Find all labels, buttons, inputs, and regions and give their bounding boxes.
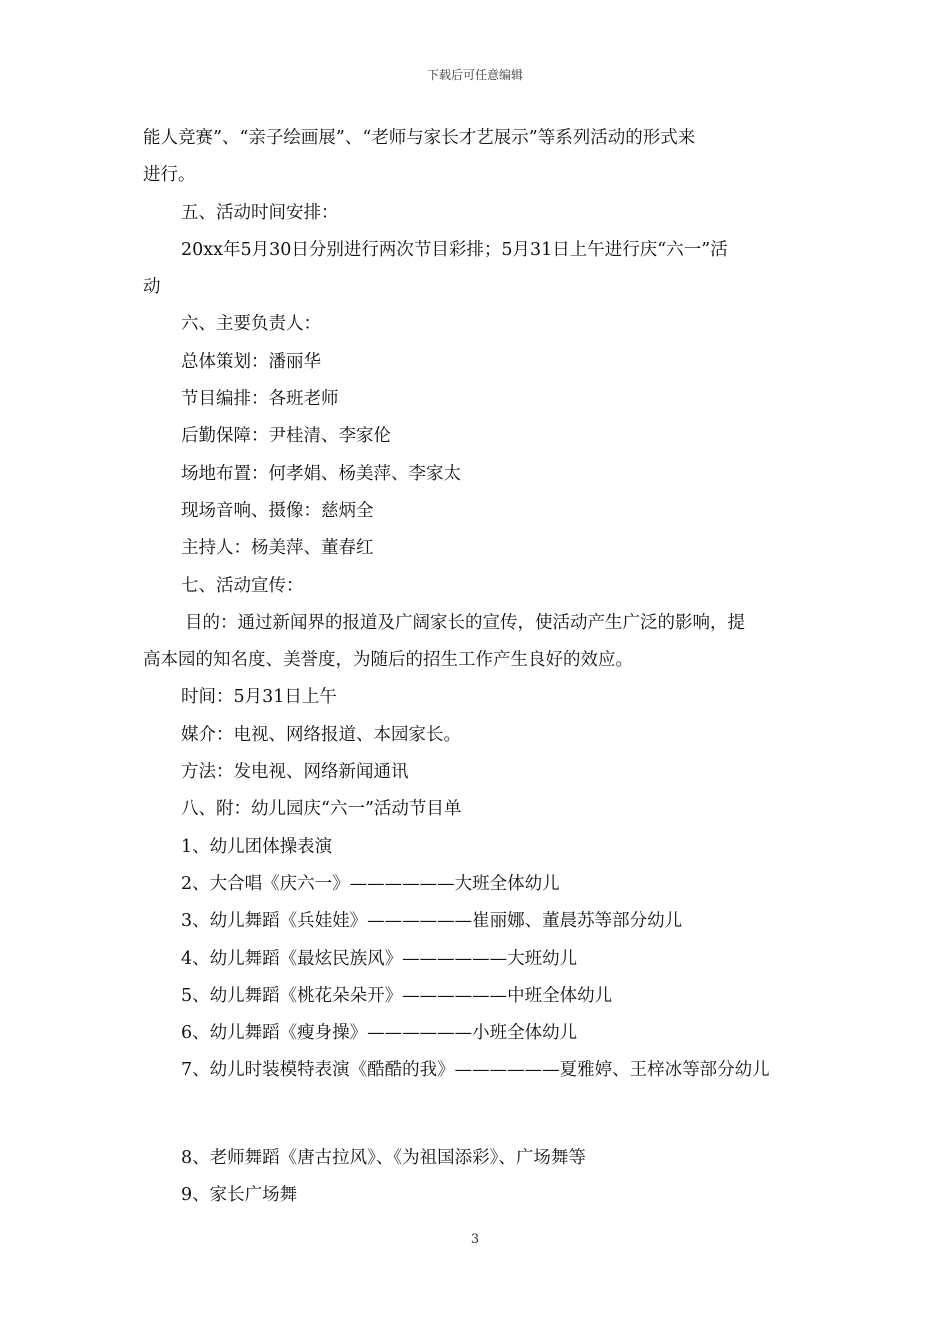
program-item: 5、幼儿舞蹈《桃花朵朵开》——————中班全体幼儿 bbox=[181, 985, 613, 1006]
list-item: 方法：发电视、网络新闻通讯 bbox=[181, 762, 409, 783]
list-item: 总体策划：潘丽华 bbox=[181, 351, 321, 372]
section-heading: 六、主要负责人： bbox=[181, 314, 321, 335]
program-item: 2、大合唱《庆六一》——————大班全体幼儿 bbox=[181, 873, 560, 894]
paragraph-line: 进行。 bbox=[143, 165, 196, 186]
blank-line bbox=[143, 1090, 809, 1140]
program-item: 3、幼儿舞蹈《兵娃娃》——————崔丽娜、董晨苏等部分幼儿 bbox=[181, 911, 683, 932]
section-heading: 七、活动宣传： bbox=[181, 575, 304, 596]
paragraph-line: 20xx年5月30日分别进行两次节目彩排；5月31日上午进行庆“六一”活 bbox=[181, 239, 728, 260]
document-body bbox=[143, 120, 809, 1214]
section-heading: 八、附：幼儿园庆“六一”活动节目单 bbox=[181, 799, 462, 820]
list-item: 媒介：电视、网络报道、本园家长。 bbox=[181, 724, 461, 745]
paragraph-line: 目的：通过新闻界的报道及广阔家长的宣传，使活动产生广泛的影响，提 bbox=[185, 612, 745, 633]
section-heading: 五、活动时间安排： bbox=[181, 202, 339, 223]
program-item: 8、老师舞蹈《唐古拉风》、《为祖国添彩》、广场舞等 bbox=[181, 1147, 586, 1168]
list-item: 现场音响、摄像：慈炳全 bbox=[181, 500, 374, 521]
program-item: 4、幼儿舞蹈《最炫民族风》——————大班幼儿 bbox=[181, 948, 578, 969]
paragraph-line: 高本园的知名度、美誉度，为随后的招生工作产生良好的效应。 bbox=[143, 650, 633, 671]
list-item: 后勤保障：尹桂清、李家伦 bbox=[181, 426, 391, 447]
paragraph-line: 能人竞赛”、“亲子绘画展”、“老师与家长才艺展示”等系列活动的形式来 bbox=[143, 128, 696, 148]
list-item: 时间：5月31日上午 bbox=[181, 687, 337, 708]
list-item: 主持人：杨美萍、董春红 bbox=[181, 538, 374, 559]
paragraph-line: 动 bbox=[143, 277, 161, 298]
list-item: 节目编排：各班老师 bbox=[181, 389, 339, 410]
program-item: 9、家长广场舞 bbox=[181, 1185, 298, 1206]
page-number: 3 bbox=[470, 1232, 480, 1247]
program-item: 1、幼儿团体操表演 bbox=[181, 836, 333, 857]
program-item: 7、幼儿时装模特表演《酷酷的我》——————夏雅婷、王梓冰等部分幼儿 bbox=[181, 1060, 770, 1081]
page-header: 下载后可任意编辑 bbox=[426, 68, 523, 82]
program-item: 6、幼儿舞蹈《瘦身操》——————小班全体幼儿 bbox=[181, 1023, 578, 1044]
list-item: 场地布置：何孝娟、杨美萍、李家太 bbox=[181, 463, 461, 484]
